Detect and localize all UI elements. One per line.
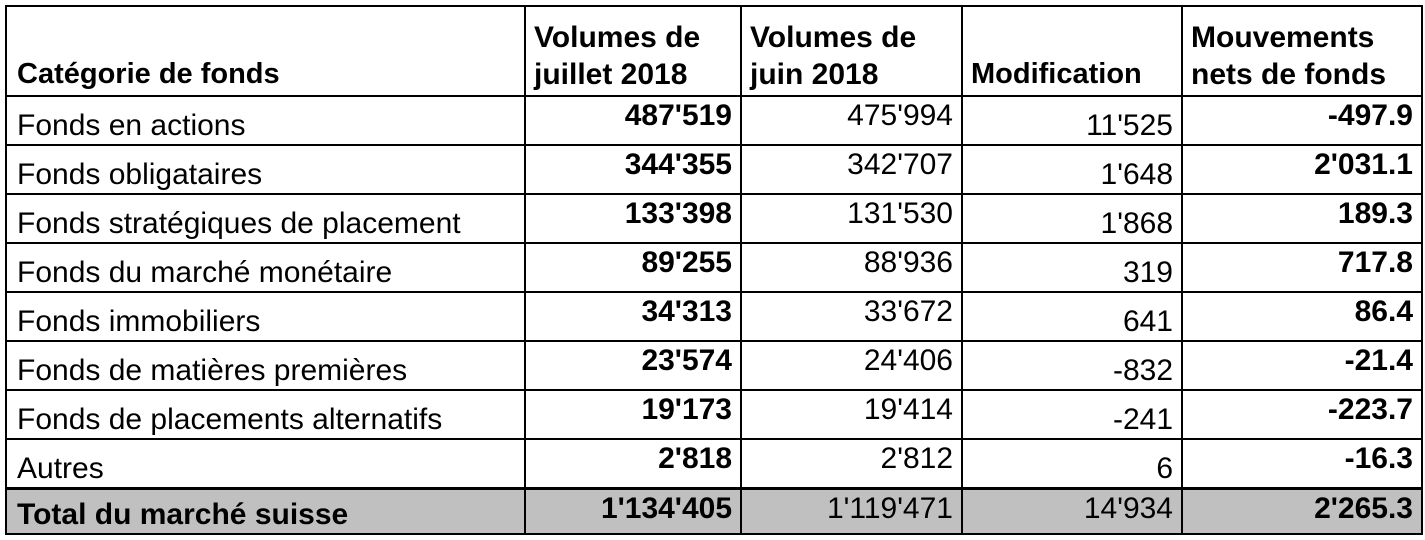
header-category: Catégorie de fonds [6, 6, 525, 96]
table-row [6, 96, 1422, 145]
row-flows: 86.4 [1182, 292, 1422, 341]
table-row [6, 292, 1422, 341]
row-flows: -21.4 [1182, 341, 1422, 390]
row-june: 33'672 [741, 292, 962, 341]
total-category: Total du marché suisse [6, 489, 525, 535]
row-category: Fonds stratégiques de placement [6, 194, 525, 243]
row-july: 2'818 [525, 439, 741, 489]
total-flows: 2'265.3 [1182, 489, 1422, 535]
table-row [6, 439, 1422, 489]
row-category: Fonds obligataires [6, 145, 525, 194]
row-category: Fonds de matières premières [6, 341, 525, 390]
row-june: 24'406 [741, 341, 962, 390]
row-july: 34'313 [525, 292, 741, 341]
row-flows: -497.9 [1182, 96, 1422, 145]
header-june: Volumes de juin 2018 [741, 6, 962, 96]
header-change: Modification [962, 6, 1182, 96]
row-july: 487'519 [525, 96, 741, 145]
header-july: Volumes de juillet 2018 [525, 6, 741, 96]
row-change: 11'525 [962, 96, 1182, 145]
row-june: 2'812 [741, 439, 962, 489]
header-row [6, 6, 1422, 96]
row-june: 475'994 [741, 96, 962, 145]
row-june: 131'530 [741, 194, 962, 243]
row-flows: 2'031.1 [1182, 145, 1422, 194]
total-july: 1'134'405 [525, 489, 741, 535]
row-july: 23'574 [525, 341, 741, 390]
total-june: 1'119'471 [741, 489, 962, 535]
total-change: 14'934 [962, 489, 1182, 535]
row-change: 6 [962, 439, 1182, 489]
fund-volumes-table [5, 5, 1423, 535]
row-july: 89'255 [525, 243, 741, 292]
table-row [6, 145, 1422, 194]
row-flows: 189.3 [1182, 194, 1422, 243]
row-change: -832 [962, 341, 1182, 390]
table-row [6, 390, 1422, 439]
row-june: 88'936 [741, 243, 962, 292]
row-change: -241 [962, 390, 1182, 439]
row-june: 342'707 [741, 145, 962, 194]
row-category: Fonds en actions [6, 96, 525, 145]
row-change: 641 [962, 292, 1182, 341]
header-flows: Mouvements nets de fonds [1182, 6, 1422, 96]
row-change: 1'868 [962, 194, 1182, 243]
row-change: 319 [962, 243, 1182, 292]
table-row [6, 341, 1422, 390]
row-category: Autres [6, 439, 525, 489]
row-july: 133'398 [525, 194, 741, 243]
table-row [6, 243, 1422, 292]
total-row [6, 489, 1422, 535]
row-flows: -223.7 [1182, 390, 1422, 439]
row-change: 1'648 [962, 145, 1182, 194]
row-flows: 717.8 [1182, 243, 1422, 292]
row-category: Fonds immobiliers [6, 292, 525, 341]
row-category: Fonds du marché monétaire [6, 243, 525, 292]
row-june: 19'414 [741, 390, 962, 439]
row-flows: -16.3 [1182, 439, 1422, 489]
row-category: Fonds de placements alternatifs [6, 390, 525, 439]
row-july: 19'173 [525, 390, 741, 439]
row-july: 344'355 [525, 145, 741, 194]
table-row [6, 194, 1422, 243]
